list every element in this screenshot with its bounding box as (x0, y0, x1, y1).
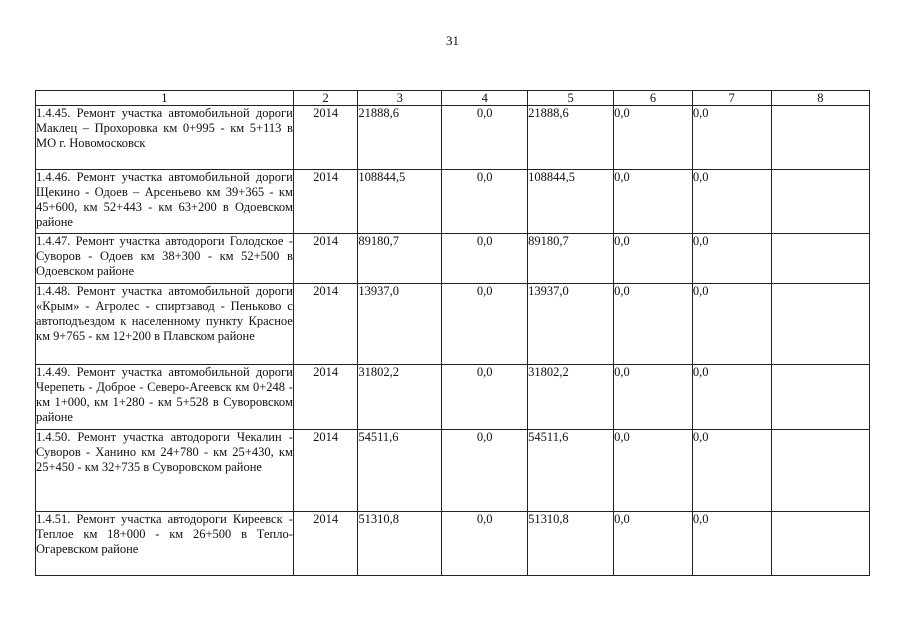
row-value-col6: 0,0 (614, 284, 693, 365)
row-description: 1.4.50. Ремонт участка автодороги Чекалин - Суворов - Ханино км 24+780 - км 25+430, км 25+450 - км 32+735 в Суворовском районе (36, 430, 294, 512)
row-value-col8 (771, 365, 869, 430)
row-value-col3: 89180,7 (358, 234, 442, 284)
row-value-col6: 0,0 (614, 170, 693, 234)
row-value-col6: 0,0 (614, 512, 693, 576)
row-year: 2014 (293, 106, 357, 170)
table-row (36, 106, 870, 170)
row-value-col8 (771, 512, 869, 576)
row-value-col7: 0,0 (692, 284, 771, 365)
row-value-col5: 31802,2 (528, 365, 614, 430)
row-value-col7: 0,0 (692, 365, 771, 430)
row-value-col5: 21888,6 (528, 106, 614, 170)
column-header-5: 5 (528, 91, 614, 106)
row-value-col8 (771, 284, 869, 365)
row-year: 2014 (293, 170, 357, 234)
row-value-col3: 31802,2 (358, 365, 442, 430)
row-value-col6: 0,0 (614, 430, 693, 512)
column-header-1: 1 (36, 91, 294, 106)
row-value-col4: 0,0 (442, 430, 528, 512)
row-value-col4: 0,0 (442, 512, 528, 576)
table-row (36, 284, 870, 365)
row-value-col5: 108844,5 (528, 170, 614, 234)
column-header-6: 6 (614, 91, 693, 106)
row-value-col6: 0,0 (614, 365, 693, 430)
column-header-8: 8 (771, 91, 869, 106)
row-description: 1.4.51. Ремонт участка автодороги Киреевск - Теплое км 18+000 - км 26+500 в Тепло-Огаревском районе (36, 512, 294, 576)
row-value-col4: 0,0 (442, 365, 528, 430)
column-header-7: 7 (692, 91, 771, 106)
row-value-col4: 0,0 (442, 170, 528, 234)
row-year: 2014 (293, 512, 357, 576)
row-value-col7: 0,0 (692, 234, 771, 284)
row-value-col6: 0,0 (614, 106, 693, 170)
column-header-2: 2 (293, 91, 357, 106)
row-value-col8 (771, 170, 869, 234)
row-value-col8 (771, 106, 869, 170)
row-value-col5: 13937,0 (528, 284, 614, 365)
row-year: 2014 (293, 284, 357, 365)
row-value-col7: 0,0 (692, 430, 771, 512)
page-number: 31 (446, 33, 459, 48)
row-value-col5: 51310,8 (528, 512, 614, 576)
row-value-col7: 0,0 (692, 106, 771, 170)
row-description: 1.4.47. Ремонт участка автодороги Голодское - Суворов - Одоев км 38+300 - км 52+500 в Одоевском районе (36, 234, 294, 284)
row-value-col3: 51310,8 (358, 512, 442, 576)
row-description: 1.4.45. Ремонт участка автомобильной дороги Маклец – Прохоровка км 0+995 - км 5+113 в МО г. Новомосковск (36, 106, 294, 170)
row-value-col3: 21888,6 (358, 106, 442, 170)
row-value-col3: 54511,6 (358, 430, 442, 512)
row-value-col4: 0,0 (442, 284, 528, 365)
table-row (36, 234, 870, 284)
row-value-col4: 0,0 (442, 106, 528, 170)
row-value-col6: 0,0 (614, 234, 693, 284)
row-value-col4: 0,0 (442, 234, 528, 284)
header-row (36, 91, 870, 106)
row-description: 1.4.49. Ремонт участка автомобильной дороги Черепеть - Доброе - Северо-Агеевск км 0+248 - км 1+000, км 1+280 - км 5+528 в Суворовском районе (36, 365, 294, 430)
column-header-3: 3 (358, 91, 442, 106)
row-year: 2014 (293, 234, 357, 284)
row-year: 2014 (293, 430, 357, 512)
row-year: 2014 (293, 365, 357, 430)
table-row (36, 512, 870, 576)
row-value-col3: 108844,5 (358, 170, 442, 234)
road-repair-table (35, 90, 870, 576)
row-description: 1.4.48. Ремонт участка автомобильной дороги «Крым» - Агролес - спиртзавод - Пеньково с автоподъездом к населенному пункту Красное км 9+765 - км 12+200 в Плавском районе (36, 284, 294, 365)
row-value-col5: 89180,7 (528, 234, 614, 284)
row-value-col5: 54511,6 (528, 430, 614, 512)
row-value-col7: 0,0 (692, 512, 771, 576)
table-row (36, 365, 870, 430)
row-value-col8 (771, 234, 869, 284)
row-value-col8 (771, 430, 869, 512)
column-header-4: 4 (442, 91, 528, 106)
row-value-col3: 13937,0 (358, 284, 442, 365)
row-value-col7: 0,0 (692, 170, 771, 234)
row-description: 1.4.46. Ремонт участка автомобильной дороги Щекино - Одоев – Арсеньево км 39+365 - км 45+600, км 52+443 - км 63+200 в Одоевском районе (36, 170, 294, 234)
table-row (36, 430, 870, 512)
table-row (36, 170, 870, 234)
